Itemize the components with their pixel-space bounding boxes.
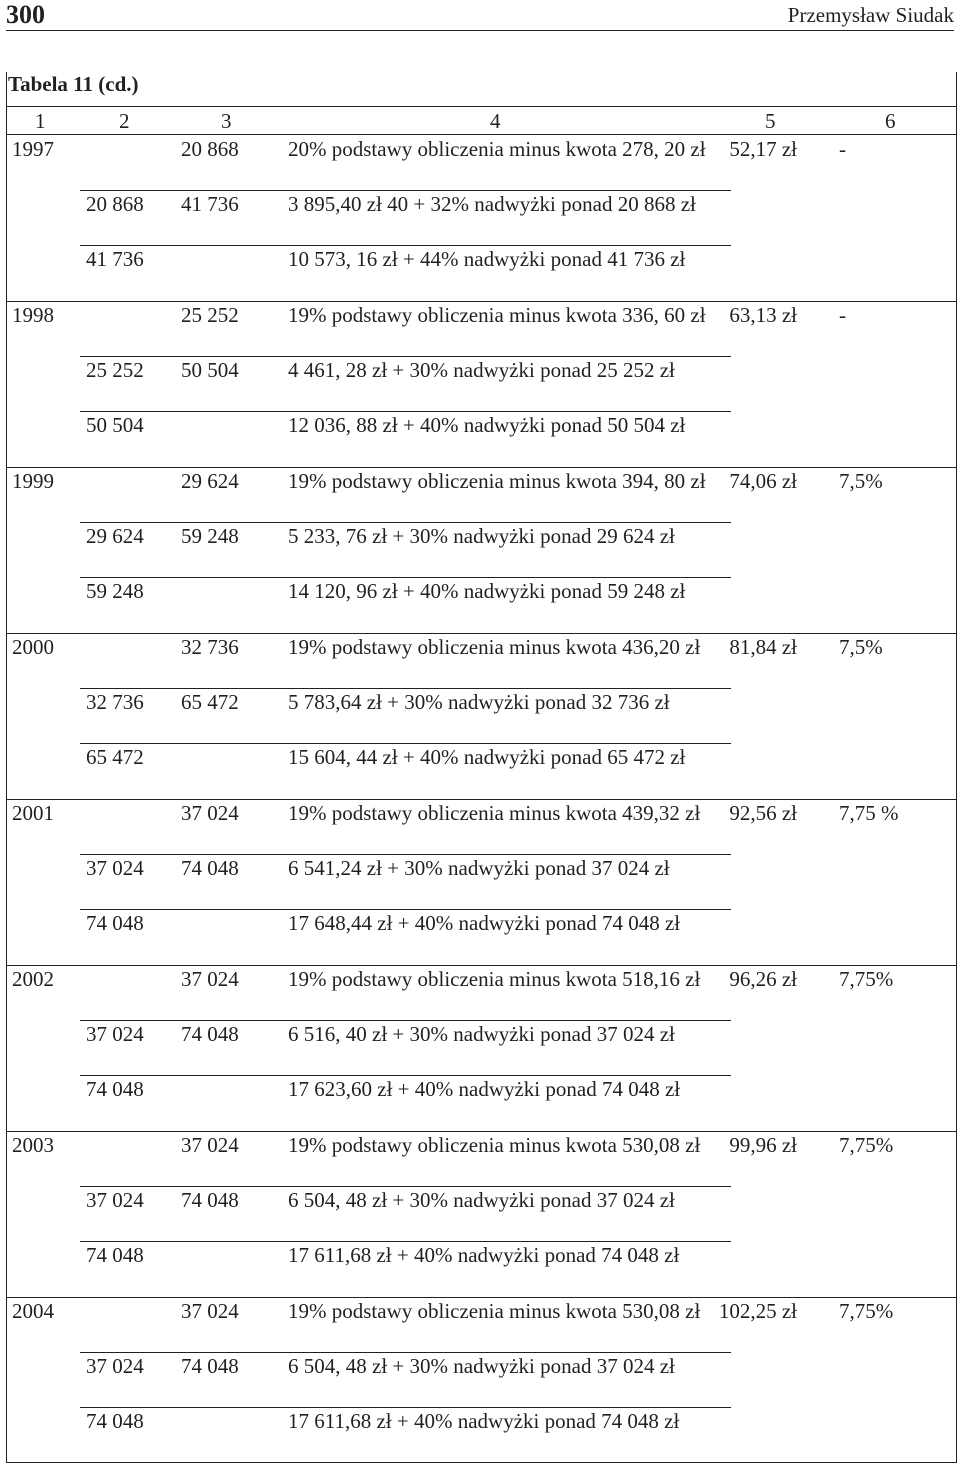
table-row — [7, 411, 956, 467]
cell-rate: 7,75% — [839, 1133, 894, 1157]
column-header-3: 3 — [221, 109, 232, 133]
cell-income-to: 65 472 — [181, 690, 239, 714]
cell-income-from: 74 048 — [86, 1077, 144, 1101]
year-block — [7, 799, 956, 965]
cell-income-to: 59 248 — [181, 524, 239, 548]
year-block — [7, 1297, 956, 1463]
table-row — [7, 854, 956, 910]
cell-income-to: 74 048 — [181, 1188, 239, 1212]
cell-income-from: 20 868 — [86, 192, 144, 216]
cell-tax-formula: 17 611,68 zł + 40% nadwyżki ponad 74 048 zł — [288, 1243, 680, 1267]
table-row — [7, 1297, 956, 1353]
page-header — [6, 0, 954, 31]
cell-tax-formula: 19% podstawy obliczenia minus kwota 436,20 zł — [288, 635, 701, 659]
running-head-author: Przemysław Siudak — [787, 3, 954, 27]
table-row — [7, 1352, 956, 1408]
cell-tax-formula: 10 573, 16 zł + 44% nadwyżki ponad 41 736 zł — [288, 247, 686, 271]
cell-income-to: 74 048 — [181, 1022, 239, 1046]
cell-tax-formula: 12 036, 88 zł + 40% nadwyżki ponad 50 504 zł — [288, 413, 686, 437]
cell-tax-formula: 17 623,60 zł + 40% nadwyżki ponad 74 048 zł — [288, 1077, 681, 1101]
cell-income-to: 37 024 — [181, 967, 239, 991]
cell-year: 2003 — [12, 1133, 54, 1157]
table-row — [7, 799, 956, 855]
table-row — [7, 1186, 956, 1242]
cell-rate: 7,75 % — [839, 801, 899, 825]
cell-income-from: 25 252 — [86, 358, 144, 382]
cell-tax-formula: 19% podstawy obliczenia minus kwota 439,32 zł — [288, 801, 701, 825]
table-row — [7, 577, 956, 633]
cell-rate: 7,75% — [839, 967, 894, 991]
cell-tax-formula: 6 516, 40 zł + 30% nadwyżki ponad 37 024 zł — [288, 1022, 675, 1046]
cell-tax-formula: 3 895,40 zł 40 + 32% nadwyżki ponad 20 868 zł — [288, 192, 696, 216]
cell-income-from: 37 024 — [86, 1354, 144, 1378]
cell-tax-formula: 19% podstawy obliczenia minus kwota 530,08 zł — [288, 1133, 701, 1157]
cell-tax-formula: 19% podstawy obliczenia minus kwota 518,16 zł — [288, 967, 701, 991]
cell-deduction-amount: 96,26 zł — [729, 967, 797, 991]
cell-tax-formula: 6 541,24 zł + 30% nadwyżki ponad 37 024 zł — [288, 856, 670, 880]
cell-tax-formula: 20% podstawy obliczenia minus kwota 278, 20 zł — [288, 137, 706, 161]
table-row — [7, 965, 956, 1021]
cell-deduction-amount: 63,13 zł — [729, 303, 797, 327]
table-row — [7, 909, 956, 965]
cell-tax-formula: 17 648,44 zł + 40% nadwyżki ponad 74 048 zł — [288, 911, 681, 935]
table-row — [7, 1075, 956, 1131]
cell-income-to: 50 504 — [181, 358, 239, 382]
table-row — [7, 633, 956, 689]
table-row — [7, 1407, 956, 1463]
cell-year: 1998 — [12, 303, 54, 327]
cell-income-from: 59 248 — [86, 579, 144, 603]
cell-income-to: 20 868 — [181, 137, 239, 161]
column-header-4: 4 — [490, 109, 501, 133]
cell-income-to: 74 048 — [181, 856, 239, 880]
column-header-5: 5 — [765, 109, 776, 133]
cell-tax-formula: 4 461, 28 zł + 30% nadwyżki ponad 25 252 zł — [288, 358, 675, 382]
cell-deduction-amount: 99,96 zł — [729, 1133, 797, 1157]
cell-income-from: 65 472 — [86, 745, 144, 769]
year-block — [7, 1131, 956, 1297]
cell-rate: 7,5% — [839, 635, 883, 659]
table-row — [7, 467, 956, 523]
cell-deduction-amount: 92,56 zł — [729, 801, 797, 825]
year-block — [7, 965, 956, 1131]
cell-income-from: 32 736 — [86, 690, 144, 714]
cell-year: 2004 — [12, 1299, 54, 1323]
table-row — [7, 688, 956, 744]
column-header-6: 6 — [885, 109, 896, 133]
cell-income-from: 74 048 — [86, 1409, 144, 1433]
table-row — [7, 743, 956, 799]
column-header-2: 2 — [119, 109, 130, 133]
cell-income-from: 29 624 — [86, 524, 144, 548]
cell-income-to: 37 024 — [181, 801, 239, 825]
cell-rate: 7,5% — [839, 469, 883, 493]
cell-year: 1997 — [12, 137, 54, 161]
cell-tax-formula: 6 504, 48 zł + 30% nadwyżki ponad 37 024 zł — [288, 1188, 675, 1212]
table-row — [7, 135, 956, 191]
cell-income-to: 37 024 — [181, 1133, 239, 1157]
cell-year: 1999 — [12, 469, 54, 493]
cell-year: 2001 — [12, 801, 54, 825]
table-row — [7, 245, 956, 301]
cell-deduction-amount: 102,25 zł — [718, 1299, 797, 1323]
cell-tax-formula: 17 611,68 zł + 40% nadwyżki ponad 74 048 zł — [288, 1409, 680, 1433]
table-row — [7, 356, 956, 412]
cell-rate: 7,75% — [839, 1299, 894, 1323]
cell-deduction-amount: 52,17 zł — [729, 137, 797, 161]
cell-income-from: 37 024 — [86, 1022, 144, 1046]
cell-tax-formula: 6 504, 48 zł + 30% nadwyżki ponad 37 024 zł — [288, 1354, 675, 1378]
table-row — [7, 522, 956, 578]
cell-tax-formula: 5 783,64 zł + 30% nadwyżki ponad 32 736 zł — [288, 690, 670, 714]
cell-income-from: 41 736 — [86, 247, 144, 271]
cell-income-from: 50 504 — [86, 413, 144, 437]
tax-scale-table — [6, 72, 957, 1463]
cell-tax-formula: 5 233, 76 zł + 30% nadwyżki ponad 29 624 zł — [288, 524, 675, 548]
cell-rate: - — [839, 303, 846, 327]
cell-income-from: 74 048 — [86, 911, 144, 935]
cell-tax-formula: 14 120, 96 zł + 40% nadwyżki ponad 59 248 zł — [288, 579, 686, 603]
cell-year: 2002 — [12, 967, 54, 991]
cell-income-to: 37 024 — [181, 1299, 239, 1323]
year-block — [7, 633, 956, 799]
cell-year: 2000 — [12, 635, 54, 659]
year-block — [7, 301, 956, 467]
cell-deduction-amount: 74,06 zł — [729, 469, 797, 493]
table-row — [7, 1241, 956, 1297]
cell-tax-formula: 19% podstawy obliczenia minus kwota 394, 80 zł — [288, 469, 706, 493]
cell-income-to: 29 624 — [181, 469, 239, 493]
cell-tax-formula: 19% podstawy obliczenia minus kwota 530,08 zł — [288, 1299, 701, 1323]
cell-deduction-amount: 81,84 zł — [729, 635, 797, 659]
year-block — [7, 135, 956, 301]
cell-tax-formula: 15 604, 44 zł + 40% nadwyżki ponad 65 472 zł — [288, 745, 686, 769]
page-number: 300 — [6, 0, 45, 29]
cell-income-to: 32 736 — [181, 635, 239, 659]
cell-rate: - — [839, 137, 846, 161]
cell-income-to: 41 736 — [181, 192, 239, 216]
table-row — [7, 1020, 956, 1076]
table-row — [7, 1131, 956, 1187]
cell-income-to: 74 048 — [181, 1354, 239, 1378]
table-row — [7, 190, 956, 246]
cell-income-from: 37 024 — [86, 856, 144, 880]
year-block — [7, 467, 956, 633]
header-top-rule — [7, 106, 956, 107]
table-row — [7, 301, 956, 357]
cell-tax-formula: 19% podstawy obliczenia minus kwota 336, 60 zł — [288, 303, 706, 327]
cell-income-to: 25 252 — [181, 303, 239, 327]
table-caption: Tabela 11 (cd.) — [8, 72, 139, 96]
cell-income-from: 37 024 — [86, 1188, 144, 1212]
column-header-1: 1 — [35, 109, 46, 133]
cell-income-from: 74 048 — [86, 1243, 144, 1267]
